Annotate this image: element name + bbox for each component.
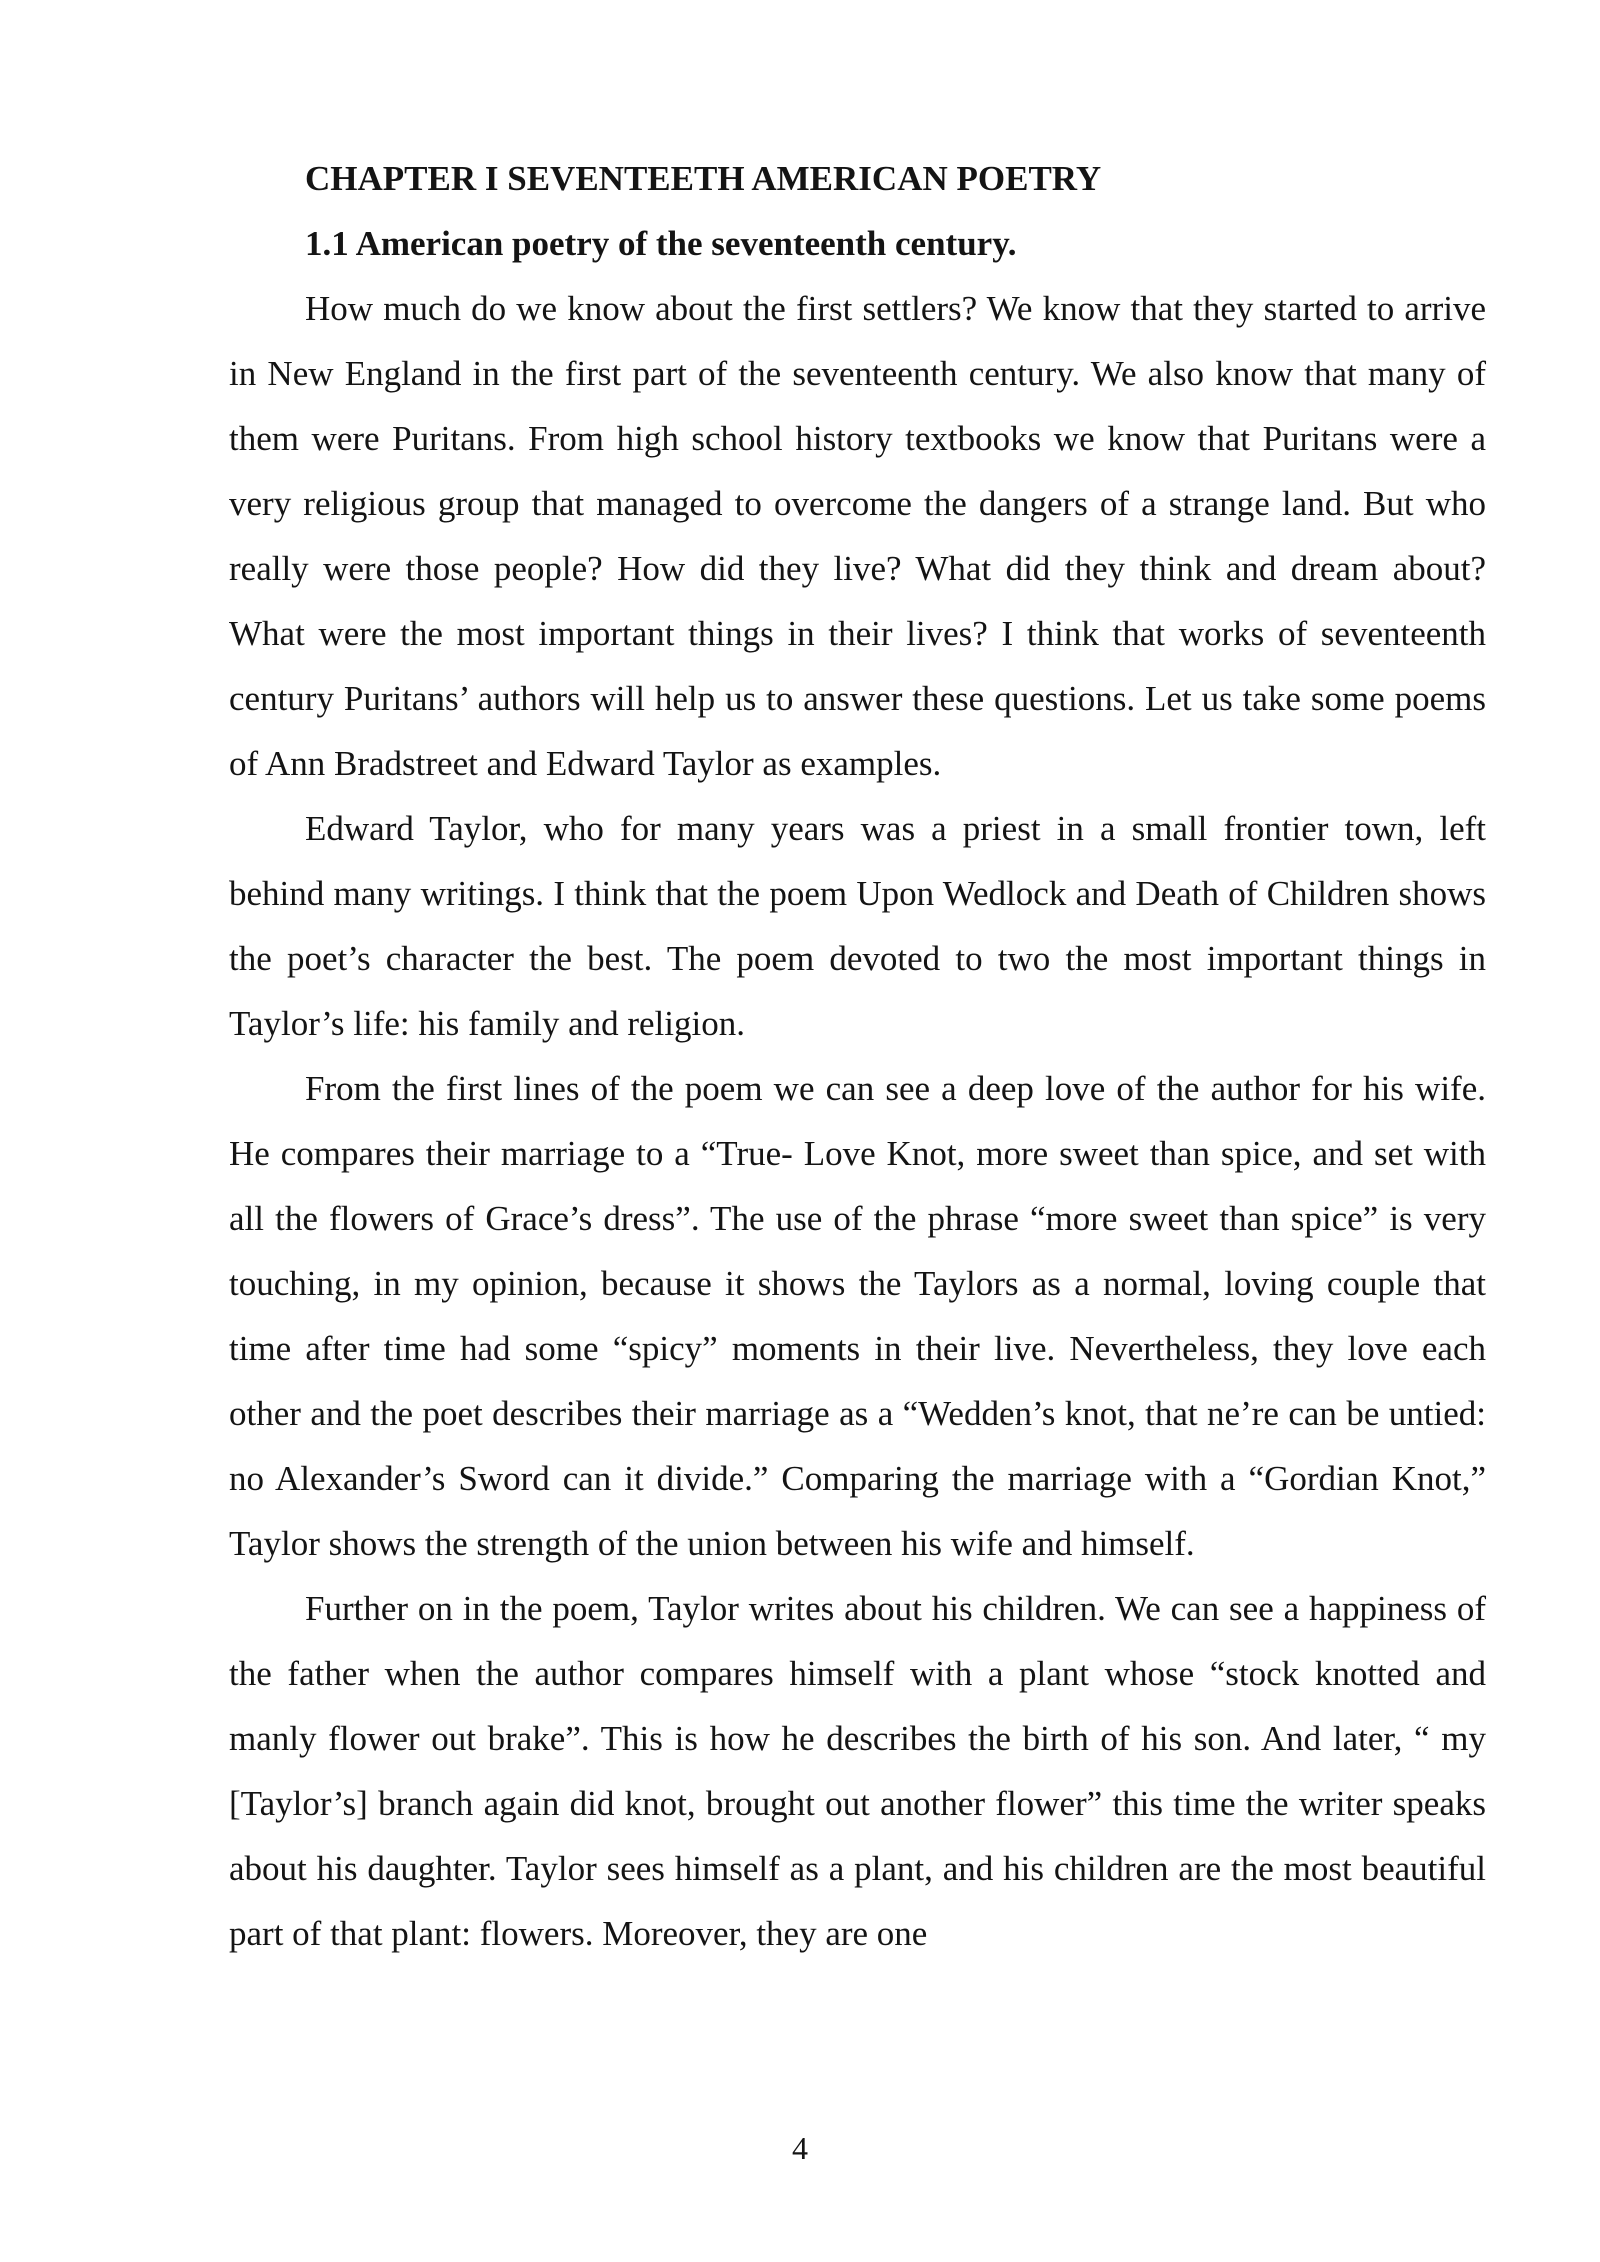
paragraph: From the first lines of the poem we can see a deep love of the author for his wife. He compares their marriage to a “True- Love Knot, more sweet than spice, and set with all the flowers of Grace’s dress”. The use of the phrase “more sweet than spice” is very touching, in my opinion, because it shows the Taylors as a normal, loving couple that time after time had some “spicy” moments in their live. Nevertheless, they love each other and the poet describes their marriage as a “Wedden’s knot, that ne’re can be untied: no Alexander’s Sword can it divide.” Comparing the marriage with a “Gordian Knot,” Taylor shows the strength of the union between his wife and himself. bbox=[229, 1069, 1486, 1563]
section-title: 1.1 American poetry of the seventeenth century. bbox=[305, 224, 1017, 263]
page-number: 4 bbox=[792, 2130, 808, 2166]
paragraph: Edward Taylor, who for many years was a priest in a small frontier town, left behind many writings. I think that the poem Upon Wedlock and Death of Children shows the poet’s character the best. The poem devoted to two the most important things in Taylor’s life: his family and religion. bbox=[229, 809, 1486, 1043]
page-body bbox=[229, 146, 1486, 1966]
chapter-title: CHAPTER I SEVENTEETH AMERICAN POETRY bbox=[305, 159, 1102, 198]
paragraph: Further on in the poem, Taylor writes about his children. We can see a happiness of the father when the author compares himself with a plant whose “stock knotted and manly flower out brake”. This is how he describes the birth of his son. And later, “ my [Taylor’s] branch again did knot, brought out another flower” this time the writer speaks about his daughter. Taylor sees himself as a plant, and his children are the most beautiful part of that plant: flowers. Moreover, they are one bbox=[229, 1589, 1486, 1953]
paragraph: How much do we know about the first settlers? We know that they started to arrive in New England in the first part of the seventeenth century. We also know that many of them were Puritans. From high school history textbooks we know that Puritans were a very religious group that managed to overcome the dangers of a strange land. But who really were those people? How did they live? What did they think and dream about? What were the most important things in their lives? I think that works of seventeenth century Puritans’ authors will help us to answer these questions. Let us take some poems of Ann Bradstreet and Edward Taylor as examples. bbox=[229, 289, 1486, 783]
